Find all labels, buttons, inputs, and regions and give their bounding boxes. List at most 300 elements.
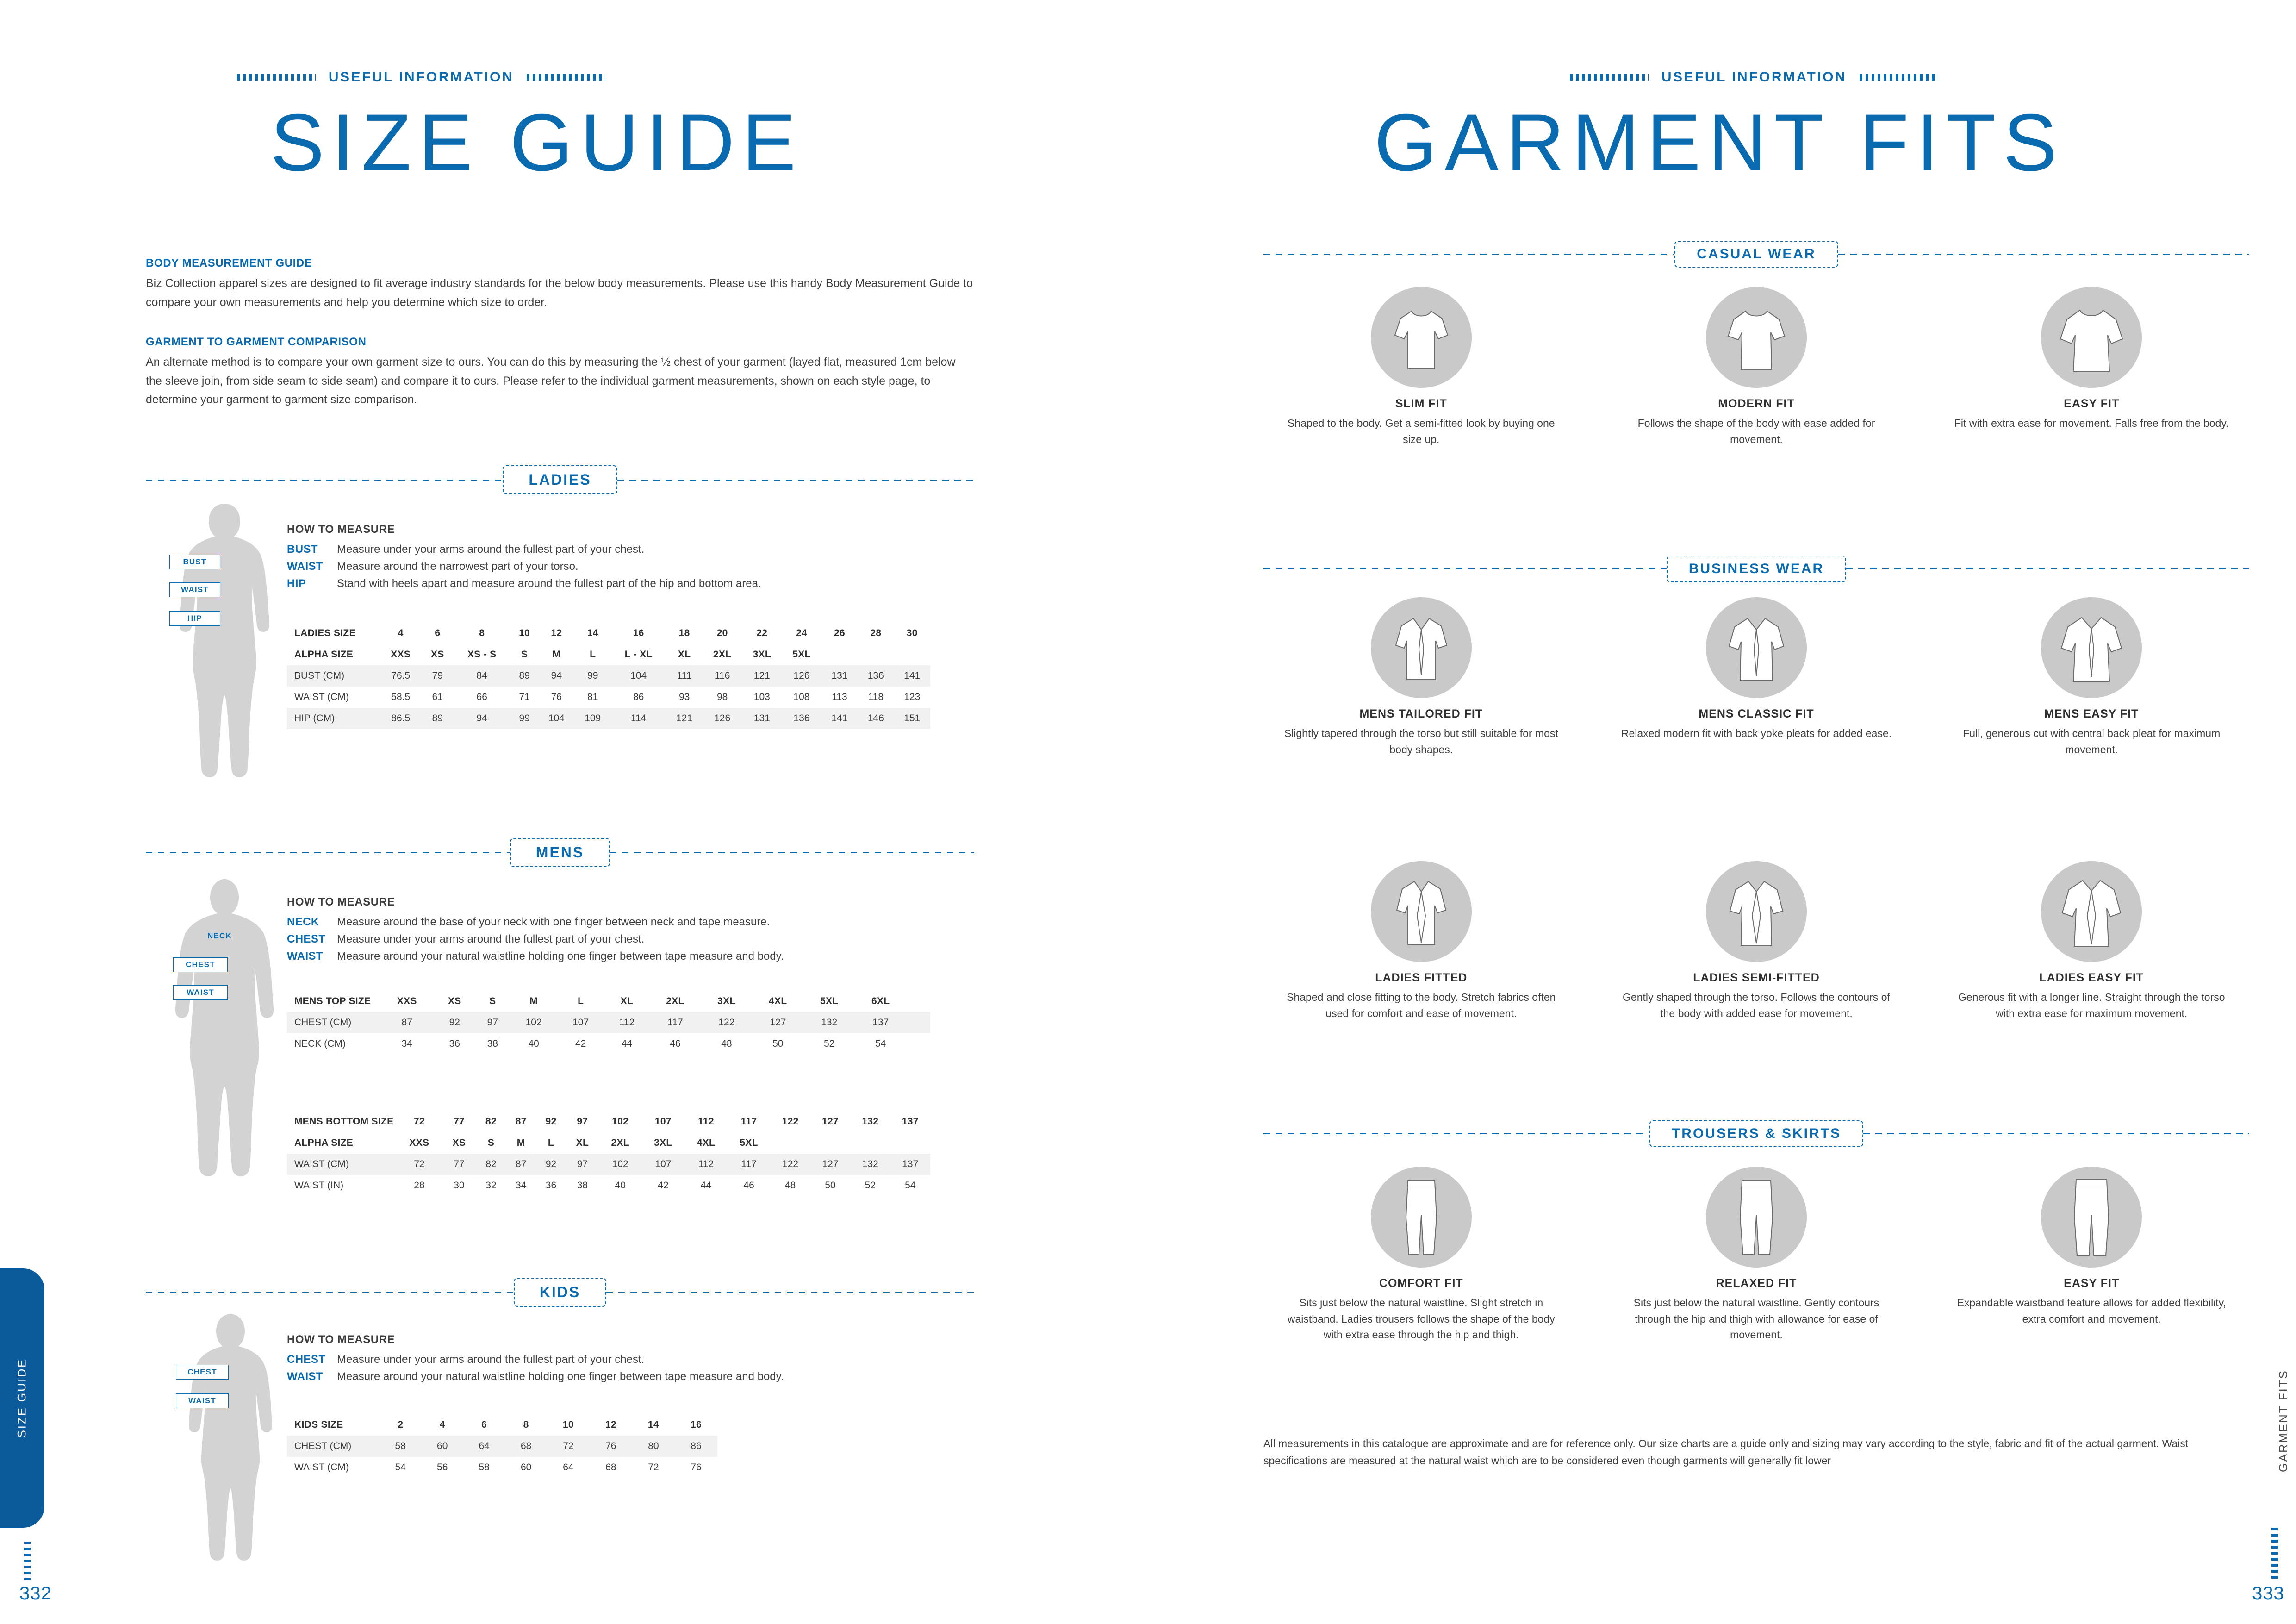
table-cell: 132	[850, 1154, 890, 1175]
side-tab-size-guide-label: SIZE GUIDE	[15, 1358, 29, 1438]
table-row-label: ALPHA SIZE	[294, 1137, 354, 1148]
ladies-figure	[153, 500, 296, 824]
table-cell: 97	[475, 1012, 510, 1033]
kids-size-table-wrap	[287, 1414, 717, 1478]
table-row	[287, 623, 930, 644]
table-cell: XS	[448, 996, 461, 1006]
table-cell: 54	[905, 1180, 916, 1191]
table-row	[287, 708, 930, 729]
left-eyebrow	[157, 69, 685, 85]
tshirt-modern-icon	[1706, 287, 1807, 388]
table-row-label: WAIST (IN)	[294, 1180, 344, 1191]
trousers-comfort-icon	[1371, 1167, 1472, 1268]
right-page-title: GARMENT FITS	[1374, 98, 2065, 188]
fit-name: MENS TAILORED FIT	[1359, 707, 1483, 720]
table-row	[287, 644, 930, 665]
table-cell: XL	[576, 1137, 589, 1148]
table-cell: XL	[620, 996, 634, 1006]
table-cell: 60	[520, 1462, 532, 1473]
table-cell: 82	[485, 1116, 497, 1127]
table-cell: L	[548, 1137, 554, 1148]
dash-rule-left-icon	[1570, 74, 1649, 81]
dot-column-right-icon	[2271, 1528, 2278, 1579]
table-cell: XXS	[391, 649, 411, 660]
fit-desc: Gently shaped through the torso. Follows the contours of the body with added ease for movement.	[1623, 991, 1890, 1019]
divider-line-right	[1863, 1133, 2249, 1134]
table-cell: 68	[605, 1462, 616, 1473]
table-cell: 2XL	[713, 649, 732, 660]
table-cell: 48	[721, 1038, 732, 1049]
table-cell: 137	[855, 1012, 906, 1033]
dash-rule-right-icon	[527, 74, 605, 81]
table-cell: 132	[862, 1116, 879, 1127]
table-row-label: NECK (CM)	[294, 1038, 346, 1049]
table-cell: 36	[449, 1038, 460, 1049]
table-cell: 56	[437, 1462, 448, 1473]
fit-name: SLIM FIT	[1395, 397, 1447, 410]
page-number-right: 333	[2252, 1583, 2284, 1604]
table-cell: 42	[658, 1180, 669, 1191]
table-cell: 121	[742, 665, 782, 687]
table-cell: 52	[824, 1038, 835, 1049]
table-cell: 86.5	[380, 708, 422, 729]
table-cell: 87	[515, 1116, 527, 1127]
ladies-tag-hip: HIP	[169, 611, 220, 626]
mens-measure-row-waist	[287, 948, 977, 965]
trousers-skirts-cards	[1263, 1167, 2249, 1343]
fit-desc: Fit with extra ease for movement. Falls free from the body.	[1954, 417, 2229, 429]
fit-desc: Full, generous cut with central back pleat for maximum movement.	[1963, 727, 2221, 756]
table-cell: 76	[691, 1462, 702, 1473]
garment-comparison-text: An alternate method is to compare your own garment size to ours. You can do this by measuring the ½ chest of your garment (layed flat, measured 1cm below the sleeve join, from side seam to side seam) and compare it to ours. Please refer to the individual garment measurements, shown on each style page, to determine your garment to garment size comparison.	[146, 356, 956, 406]
table-cell: 104	[538, 708, 574, 729]
fit-card-mens-tailored-fit	[1263, 597, 1579, 757]
table-cell: 10	[562, 1419, 574, 1430]
table-cell: 2XL	[611, 1137, 629, 1148]
left-page-title: SIZE GUIDE	[270, 98, 803, 188]
table-cell: 64	[563, 1462, 574, 1473]
mens-measure-text-waist: Measure around your natural waistline holding one finger between tape measure and body.	[337, 950, 784, 963]
left-eyebrow-label: USEFUL INFORMATION	[328, 69, 514, 85]
table-cell: 127	[752, 1012, 803, 1033]
table-cell: 136	[782, 708, 821, 729]
table-cell: 32	[485, 1180, 497, 1191]
table-cell: 3XL	[753, 649, 771, 660]
fit-card-mens-easy-fit	[1934, 597, 2249, 757]
mens-measure-row-neck	[287, 913, 977, 931]
table-cell	[894, 644, 930, 665]
ladies-section-label: LADIES	[503, 465, 617, 494]
ladies-howto-title: HOW TO MEASURE	[287, 523, 395, 536]
table-cell: 16	[633, 628, 644, 638]
ladies-measure-row-hip	[287, 575, 977, 592]
table-row	[287, 1132, 930, 1154]
fit-desc: Sits just below the natural waistline. Slight stretch in waistband. Ladies trousers follows the shape of the body with extra ease through the hip and thigh.	[1287, 1297, 1555, 1341]
divider-line-left	[146, 852, 510, 853]
mens-measure-text-neck: Measure around the base of your neck with one finger between neck and tape measure.	[337, 916, 770, 928]
table-cell: 81	[587, 692, 598, 702]
fit-name: RELAXED FIT	[1716, 1277, 1797, 1290]
casual-wear-divider	[1263, 241, 2249, 268]
mens-shirt-classic-icon	[1706, 597, 1807, 698]
table-cell: XS	[452, 1137, 466, 1148]
ladies-tag-waist: WAIST	[169, 582, 220, 597]
fit-name: MENS EASY FIT	[2044, 707, 2139, 720]
table-cell: 26	[834, 628, 845, 638]
table-cell: 30	[906, 628, 918, 638]
fit-card-relaxed-fit	[1599, 1167, 1914, 1343]
table-row-label: MENS TOP SIZE	[294, 996, 371, 1006]
trousers-skirts-divider	[1263, 1120, 2249, 1147]
table-cell: 42	[575, 1038, 586, 1049]
table-cell	[918, 1012, 930, 1033]
table-cell: 87	[380, 1012, 434, 1033]
kids-figure	[162, 1310, 301, 1574]
mens-bottom-size-table-wrap	[287, 1111, 930, 1196]
divider-line-left	[146, 480, 503, 481]
table-row	[287, 1033, 930, 1055]
table-row-label: WAIST (CM)	[287, 1154, 396, 1175]
kids-tag-waist: WAIST	[176, 1393, 229, 1408]
kids-measure-row-chest	[287, 1351, 977, 1368]
kids-measure-key-chest: CHEST	[287, 1353, 326, 1366]
table-cell: 127	[810, 1154, 850, 1175]
table-cell: 107	[557, 1012, 604, 1033]
table-cell: 126	[782, 665, 821, 687]
child-silhouette-icon	[162, 1310, 301, 1574]
business-wear-cards-row2	[1263, 861, 2249, 1021]
table-cell: 4	[439, 1419, 445, 1430]
table-cell: 50	[772, 1038, 784, 1049]
table-cell: XXS	[397, 996, 417, 1006]
mens-shirt-tailored-icon	[1371, 597, 1472, 698]
table-cell	[906, 1012, 918, 1033]
table-cell: 60	[421, 1436, 463, 1457]
table-cell: 36	[545, 1180, 557, 1191]
side-tab-size-guide	[0, 1268, 44, 1528]
tshirt-slim-icon	[1371, 287, 1472, 388]
kids-howto-title: HOW TO MEASURE	[287, 1333, 395, 1346]
table-row	[287, 1154, 930, 1175]
table-cell: 2	[398, 1419, 404, 1430]
table-row	[287, 1175, 930, 1196]
table-cell: 58	[479, 1462, 490, 1473]
table-cell: 94	[538, 665, 574, 687]
fit-name: EASY FIT	[2064, 397, 2120, 410]
table-cell: 3XL	[717, 996, 736, 1006]
mens-how-to-measure	[287, 896, 977, 965]
kids-measure-key-waist: WAIST	[287, 1370, 323, 1383]
table-cell: 34	[516, 1180, 527, 1191]
table-row	[287, 991, 930, 1012]
divider-line-right	[1838, 254, 2249, 255]
table-cell: S	[521, 649, 528, 660]
mens-bottom-size-table	[287, 1111, 930, 1196]
table-cell: 102	[510, 1012, 557, 1033]
table-cell: M	[516, 1137, 525, 1148]
table-row	[287, 1414, 717, 1436]
table-cell: 2XL	[666, 996, 684, 1006]
fit-card-modern-fit	[1599, 287, 1914, 447]
table-cell: 52	[865, 1180, 876, 1191]
ladies-measure-key-hip: HIP	[287, 577, 306, 590]
table-cell: 28	[870, 628, 882, 638]
table-row-label: BUST (CM)	[287, 665, 380, 687]
mens-tag-waist: WAIST	[173, 985, 228, 1000]
table-cell: 121	[666, 708, 702, 729]
table-row-label: CHEST (CM)	[287, 1012, 380, 1033]
table-cell: 82	[476, 1154, 506, 1175]
table-cell: 84	[453, 665, 510, 687]
fit-desc: Slightly tapered through the torso but still suitable for most body shapes.	[1284, 727, 1558, 756]
table-cell: 54	[395, 1462, 406, 1473]
fit-desc: Relaxed modern fit with back yoke pleats for added ease.	[1621, 727, 1892, 739]
tshirt-easy-icon	[2041, 287, 2142, 388]
table-cell: 4XL	[769, 996, 787, 1006]
table-cell: 20	[716, 628, 728, 638]
fit-name: MODERN FIT	[1718, 397, 1795, 410]
ladies-measure-key-waist: WAIST	[287, 560, 323, 573]
table-cell	[858, 644, 894, 665]
divider-line-left	[1263, 568, 1667, 569]
table-cell: 64	[463, 1436, 505, 1457]
fit-desc: Shaped and close fitting to the body. Stretch fabrics often used for comfort and ease of movement.	[1287, 991, 1556, 1019]
fit-card-ladies-easy-fit	[1934, 861, 2249, 1021]
table-cell: 117	[740, 1116, 757, 1127]
table-cell: 131	[821, 665, 858, 687]
kids-how-to-measure	[287, 1333, 977, 1385]
table-cell: XXS	[409, 1137, 429, 1148]
table-cell: 4XL	[697, 1137, 716, 1148]
table-cell: 72	[396, 1154, 442, 1175]
table-cell: S	[489, 996, 496, 1006]
kids-tag-chest: CHEST	[176, 1365, 229, 1380]
kids-measure-row-waist	[287, 1368, 977, 1385]
table-cell: 89	[510, 665, 538, 687]
table-cell: 117	[650, 1012, 701, 1033]
table-cell: 22	[756, 628, 768, 638]
fit-name: LADIES FITTED	[1375, 971, 1468, 984]
table-cell: XS - S	[467, 649, 497, 660]
table-cell: XL	[678, 649, 691, 660]
ladies-section-divider	[146, 465, 974, 494]
kids-section-divider	[146, 1278, 974, 1307]
body-measurement-guide-heading: BODY MEASUREMENT GUIDE	[146, 257, 312, 269]
table-cell: 131	[742, 708, 782, 729]
fit-desc: Expandable waistband feature allows for added flexibility, extra comfort and movement.	[1957, 1297, 2226, 1325]
ladies-measure-row-waist	[287, 558, 977, 575]
fit-desc: Sits just below the natural waistline. Gently contours through the hip and thigh with allowance for ease of movement.	[1633, 1297, 1879, 1341]
table-cell: 18	[678, 628, 690, 638]
table-cell	[821, 644, 858, 665]
table-cell: 76.5	[380, 665, 422, 687]
table-cell: 58.5	[391, 692, 411, 702]
table-cell: 137	[890, 1154, 930, 1175]
table-cell: XS	[431, 649, 444, 660]
fit-name: LADIES EASY FIT	[2039, 971, 2144, 984]
table-cell: 104	[611, 665, 666, 687]
business-wear-divider	[1263, 556, 2249, 582]
table-cell: 72	[648, 1462, 659, 1473]
table-cell: 14	[587, 628, 598, 638]
table-cell: 122	[782, 1116, 799, 1127]
table-row	[287, 1436, 717, 1457]
dash-rule-left-icon	[237, 74, 316, 81]
table-cell: 102	[612, 1116, 629, 1127]
table-cell: 97	[566, 1154, 599, 1175]
table-cell: 46	[743, 1180, 754, 1191]
ladies-measure-text-waist: Measure around the narrowest part of your torso.	[337, 560, 579, 573]
trousers-easy-icon	[2041, 1167, 2142, 1268]
mens-measure-row-chest	[287, 931, 977, 948]
table-cell: 72	[547, 1436, 590, 1457]
table-cell: 44	[621, 1038, 633, 1049]
table-cell: 112	[604, 1012, 649, 1033]
table-cell: 5XL	[792, 649, 811, 660]
table-cell: 58	[380, 1436, 421, 1457]
fit-name: MENS CLASSIC FIT	[1699, 707, 1814, 720]
table-cell: M	[529, 996, 538, 1006]
table-cell: 48	[784, 1180, 796, 1191]
table-cell: 68	[505, 1436, 547, 1457]
table-cell: 151	[894, 708, 930, 729]
kids-measure-text-waist: Measure around your natural waistline holding one finger between tape measure and body.	[337, 1370, 784, 1383]
table-cell: 76	[590, 1436, 632, 1457]
table-cell: 107	[642, 1154, 685, 1175]
table-row-label: WAIST (CM)	[294, 692, 349, 702]
table-row	[287, 1111, 930, 1132]
table-cell: 86	[675, 1436, 717, 1457]
table-cell: 8	[479, 628, 485, 638]
divider-line-left	[146, 1292, 514, 1293]
table-cell: L	[578, 996, 584, 1006]
business-wear-cards-row1	[1263, 597, 2249, 757]
divider-line-right	[1846, 568, 2249, 569]
table-cell: 6	[481, 1419, 487, 1430]
fit-card-comfort-fit	[1263, 1167, 1579, 1343]
table-row-label: ALPHA SIZE	[294, 649, 354, 660]
table-cell: 24	[796, 628, 807, 638]
fit-name: LADIES SEMI-FITTED	[1693, 971, 1820, 984]
table-cell: 93	[678, 692, 690, 702]
table-cell: 118	[868, 692, 884, 702]
ladies-measure-text-bust: Measure under your arms around the fullest part of your chest.	[337, 543, 645, 556]
body-measurement-guide-block	[146, 257, 974, 312]
ladies-measure-row-bust	[287, 541, 977, 558]
table-cell: 123	[904, 692, 921, 702]
mens-measure-key-neck: NECK	[287, 916, 319, 928]
table-cell: 114	[611, 708, 666, 729]
ladies-shirt-fitted-icon	[1371, 861, 1472, 962]
kids-section-label: KIDS	[514, 1278, 606, 1307]
table-cell: 40	[528, 1038, 539, 1049]
mens-tag-neck: NECK	[207, 931, 232, 940]
mens-measure-key-waist: WAIST	[287, 950, 323, 963]
table-cell: 76	[551, 692, 562, 702]
table-cell: 117	[728, 1154, 771, 1175]
fit-card-trousers-easy-fit	[1934, 1167, 2249, 1343]
table-cell: 44	[700, 1180, 712, 1191]
trousers-relaxed-icon	[1706, 1167, 1807, 1268]
table-cell: 12	[605, 1419, 616, 1430]
casual-wear-cards	[1263, 287, 2249, 447]
mens-howto-title: HOW TO MEASURE	[287, 896, 395, 908]
table-cell: 87	[506, 1154, 536, 1175]
mens-section-divider	[146, 838, 974, 867]
table-cell	[850, 1132, 890, 1154]
table-cell: 92	[545, 1116, 557, 1127]
table-cell: 127	[821, 1116, 839, 1127]
table-cell: 86	[633, 692, 644, 702]
table-cell: L - XL	[624, 649, 653, 660]
table-cell: 5XL	[740, 1137, 758, 1148]
table-cell: 4	[398, 628, 404, 638]
fit-desc: Generous fit with a longer line. Straight through the torso with extra ease for maximum movement.	[1958, 991, 2225, 1019]
table-cell: 92	[434, 1012, 475, 1033]
table-cell: 137	[902, 1116, 919, 1127]
table-cell: L	[590, 649, 596, 660]
table-cell	[918, 991, 930, 1012]
side-tab-garment-fits-label: GARMENT FITS	[2277, 1369, 2290, 1472]
mens-section-label: MENS	[510, 838, 610, 867]
ladies-size-table	[287, 623, 930, 729]
right-eyebrow-label: USEFUL INFORMATION	[1661, 69, 1847, 85]
table-cell: 94	[453, 708, 510, 729]
right-page	[1148, 0, 2296, 1624]
divider-line-left	[1263, 1133, 1649, 1134]
table-cell	[890, 1132, 930, 1154]
garment-comparison-block	[146, 336, 974, 409]
table-cell: 126	[703, 708, 742, 729]
table-cell: 112	[684, 1154, 728, 1175]
table-cell: 97	[577, 1116, 588, 1127]
table-cell: 122	[701, 1012, 752, 1033]
fit-desc: Shaped to the body. Get a semi-fitted look by buying one size up.	[1288, 417, 1555, 445]
kids-measure-text-chest: Measure under your arms around the fullest part of your chest.	[337, 1353, 645, 1366]
table-cell: 77	[442, 1154, 476, 1175]
table-cell: 122	[770, 1154, 810, 1175]
fit-card-ladies-fitted	[1263, 861, 1579, 1021]
table-cell: 103	[753, 692, 770, 702]
mens-measure-text-chest: Measure under your arms around the fullest part of your chest.	[337, 933, 645, 946]
table-cell	[810, 1132, 850, 1154]
table-row	[287, 1012, 930, 1033]
fit-name: COMFORT FIT	[1379, 1277, 1463, 1290]
divider-line-right	[617, 480, 974, 481]
fit-name: EASY FIT	[2064, 1277, 2120, 1290]
ladies-measure-key-bust: BUST	[287, 543, 318, 556]
table-cell: 113	[832, 692, 847, 702]
table-cell: M	[552, 649, 561, 660]
table-cell: 5XL	[820, 996, 839, 1006]
fit-card-easy-fit	[1934, 287, 2249, 447]
table-cell: 10	[519, 628, 530, 638]
ladies-shirt-semi-fitted-icon	[1706, 861, 1807, 962]
table-cell: 136	[858, 665, 894, 687]
table-row-label: CHEST (CM)	[287, 1436, 380, 1457]
table-cell: 102	[599, 1154, 642, 1175]
table-cell: 99	[575, 665, 611, 687]
table-cell: 30	[454, 1180, 465, 1191]
table-cell: 77	[453, 1116, 465, 1127]
table-cell: 28	[414, 1180, 425, 1191]
table-cell: 98	[716, 692, 728, 702]
garment-comparison-heading: GARMENT TO GARMENT COMPARISON	[146, 336, 367, 348]
table-cell: 46	[670, 1038, 681, 1049]
table-cell: 54	[875, 1038, 886, 1049]
table-cell: 71	[519, 692, 530, 702]
table-cell: 112	[698, 1116, 714, 1127]
